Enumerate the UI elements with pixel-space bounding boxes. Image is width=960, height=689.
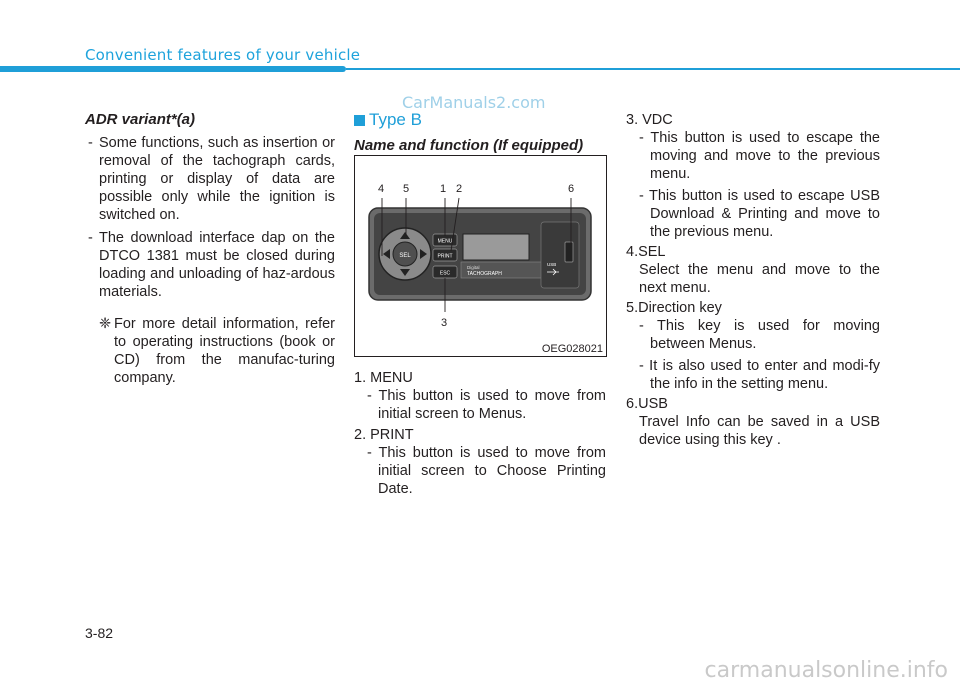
item-body: - This key is used for moving between Menus. xyxy=(639,318,880,352)
figure-code: OEG028021 xyxy=(541,343,603,355)
callout-4: 4 xyxy=(377,183,385,195)
tachograph-label: TACHOGRAPH xyxy=(467,271,502,277)
item-body: - This button is used to escape USB Download & Printing and move to the previous menu. xyxy=(639,188,880,240)
esc-button-label: ESC xyxy=(439,270,451,277)
note-text: For more detail information, refer to operating instructions (book or CD) from the manufac-turing company. xyxy=(114,316,335,386)
note xyxy=(85,315,335,387)
item-body: Travel Info can be saved in a USB device using this key . xyxy=(639,414,880,448)
header-rule xyxy=(0,66,960,72)
callout-1: 1 xyxy=(439,183,447,195)
square-bullet-icon xyxy=(354,115,365,126)
page-header-title: Convenient features of your vehicle xyxy=(85,46,361,64)
digital-label: Digital xyxy=(467,265,480,270)
callout-3: 3 xyxy=(440,317,448,329)
type-heading-text: Type B xyxy=(369,110,422,129)
callout-2: 2 xyxy=(455,183,463,195)
item-title: 4.SEL xyxy=(626,244,666,260)
callout-5: 5 xyxy=(402,183,410,195)
adr-heading: ADR variant*(a) xyxy=(85,111,196,128)
item-body: - This button is used to move from initial screen to Menus. xyxy=(367,388,606,422)
right-column xyxy=(626,111,880,449)
footer-watermark: carmanualsonline.info xyxy=(704,658,948,683)
tachograph-figure xyxy=(354,155,607,357)
print-button-label: PRINT xyxy=(437,253,453,260)
item-title: 3. VDC xyxy=(626,112,673,128)
type-heading xyxy=(354,111,606,129)
bullet-item: - Some functions, such as insertion or removal of the tachograph cards, printing or display of data are possible only while the ignition is switched on. xyxy=(85,134,335,224)
page-number: 3-82 xyxy=(85,625,114,641)
middle-items xyxy=(354,366,606,498)
function-heading: Name and function (If equipped) xyxy=(354,137,584,154)
item-title: 1. MENU xyxy=(354,370,413,386)
note-mark-icon: ❈ xyxy=(99,316,112,332)
tachograph-illustration xyxy=(355,156,606,356)
menu-button-label: MENU xyxy=(437,238,453,245)
bullet-item: - The download interface dap on the DTCO 1381 must be closed during loading and unloading of haz-ardous materials. xyxy=(85,229,335,301)
item-title: 2. PRINT xyxy=(354,427,414,443)
sel-button-label: SEL xyxy=(399,253,411,259)
watermark: CarManuals2.com xyxy=(402,93,546,112)
item-body: - This button is used to move from initial screen to Choose Printing Date. xyxy=(367,445,606,497)
usb-label: USB xyxy=(547,262,557,267)
item-body: Select the menu and move to the next menu. xyxy=(639,262,880,296)
left-column xyxy=(85,111,335,387)
item-title: 6.USB xyxy=(626,396,668,412)
item-title: 5.Direction key xyxy=(626,300,722,316)
callout-6: 6 xyxy=(567,183,575,195)
item-body: - This button is used to escape the moving and move to the previous menu. xyxy=(639,130,880,182)
middle-column xyxy=(354,111,606,155)
item-body: - It is also used to enter and modi-fy the info in the setting menu. xyxy=(639,358,880,392)
